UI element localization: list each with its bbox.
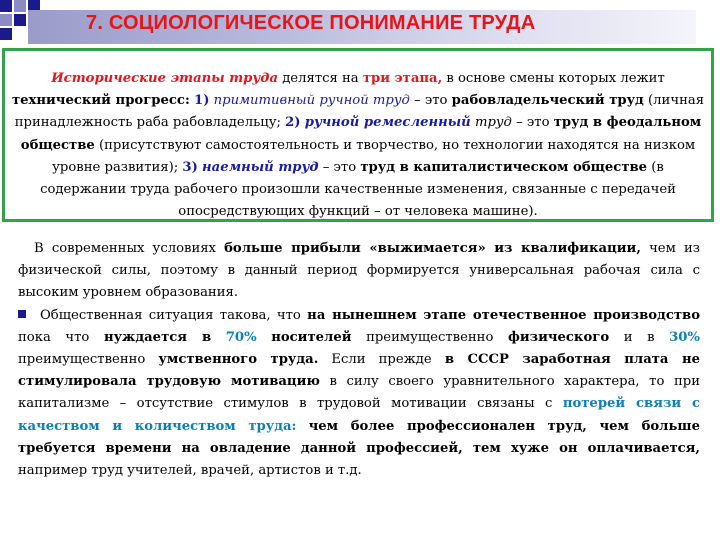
text-span: чем из физической силы, поэтому в данный период формируется универсальная рабочая сила с высоким уровнем образования. xyxy=(18,241,700,301)
text-span: труд в феодальном обществе xyxy=(20,115,702,153)
text-span: (присутствуют самостоятельность и творчество, но технологии находятся на низком уровне развития); xyxy=(52,137,696,175)
text-span: на нынешнем этапе отечественное производство xyxy=(307,307,700,323)
text-span: – это xyxy=(409,93,452,109)
text-span: примитивный ручной труд xyxy=(213,93,410,109)
text-span: 3) xyxy=(182,159,198,175)
text-span: в основе смены которых лежит xyxy=(442,71,665,86)
main-text xyxy=(18,238,700,482)
text-span: пока что xyxy=(18,329,104,345)
text-span: труд xyxy=(474,115,512,131)
text-span: преимущественно xyxy=(351,329,508,345)
text-span: например труд учителей, врачей, артистов и т.д. xyxy=(18,463,362,479)
text-span: и в xyxy=(609,329,670,345)
paragraph-social-situation xyxy=(18,305,700,483)
text-span: чем более профессионален труд, чем больше требуется времени на овладение данной профессией, тем хуже он оплачивается, xyxy=(18,418,700,456)
decor-square xyxy=(0,0,12,12)
text-span: (в содержании труда рабочего произошли качественные изменения, связанные с передачей опосредствующих функций – от человека машине). xyxy=(40,159,676,220)
text-span: (личная принадлежность раба рабовладельцу; xyxy=(14,93,705,131)
text-span: В современных условиях xyxy=(34,241,225,256)
text-span xyxy=(257,330,272,345)
text-span: носителей xyxy=(271,329,352,345)
historical-stages-text xyxy=(5,51,711,223)
text-span: в силу своего уравнительного характера, то при капитализме – отсутствие стимулов в трудовой мотивации связаны с xyxy=(18,374,700,412)
text-span: умственного труда. xyxy=(158,352,319,368)
text-span xyxy=(211,330,226,345)
text-span: – это xyxy=(511,115,554,131)
text-span: ручной ремесленный xyxy=(304,115,471,131)
square-bullet-icon xyxy=(18,310,26,318)
text-span: преимущественно xyxy=(18,352,159,368)
text-span: рабовладельческий труд xyxy=(451,93,644,109)
decor-square xyxy=(0,28,12,40)
paragraph-modern-conditions xyxy=(18,238,700,305)
historical-stages-box xyxy=(2,48,714,222)
text-span: труд в капиталистическом обществе xyxy=(360,159,648,175)
page-title: 7. СОЦИОЛОГИЧЕСКОЕ ПОНИМАНИЕ ТРУДА xyxy=(86,12,536,34)
text-span: Исторические этапы труда xyxy=(51,71,278,86)
text-span: 30% xyxy=(669,329,700,345)
text-span: 70% xyxy=(225,329,257,345)
text-span: больше прибыли «выжимается» из квалификации, xyxy=(224,241,641,256)
text-span: Общественная ситуация такова, что xyxy=(40,307,308,323)
text-span: технический прогресс: xyxy=(11,93,190,109)
text-span: делятся на xyxy=(278,71,363,86)
text-span: наемный труд xyxy=(202,159,319,175)
text-span: 1) xyxy=(194,93,210,109)
decor-square xyxy=(0,14,12,26)
text-span: Если прежде xyxy=(318,352,445,368)
text-span: нуждается в xyxy=(103,329,212,345)
text-span: потерей связи с качеством и количеством труда: xyxy=(18,396,701,434)
text-span: в СССР заработная плата не стимулировала трудовую мотивацию xyxy=(18,352,700,390)
decor-square xyxy=(14,0,26,12)
text-span: три этапа, xyxy=(362,71,443,86)
text-span: физического xyxy=(507,329,610,345)
text-span: – это xyxy=(318,159,361,175)
text-span: 2) xyxy=(285,115,301,131)
text-span xyxy=(296,419,308,434)
decor-square xyxy=(14,14,26,26)
